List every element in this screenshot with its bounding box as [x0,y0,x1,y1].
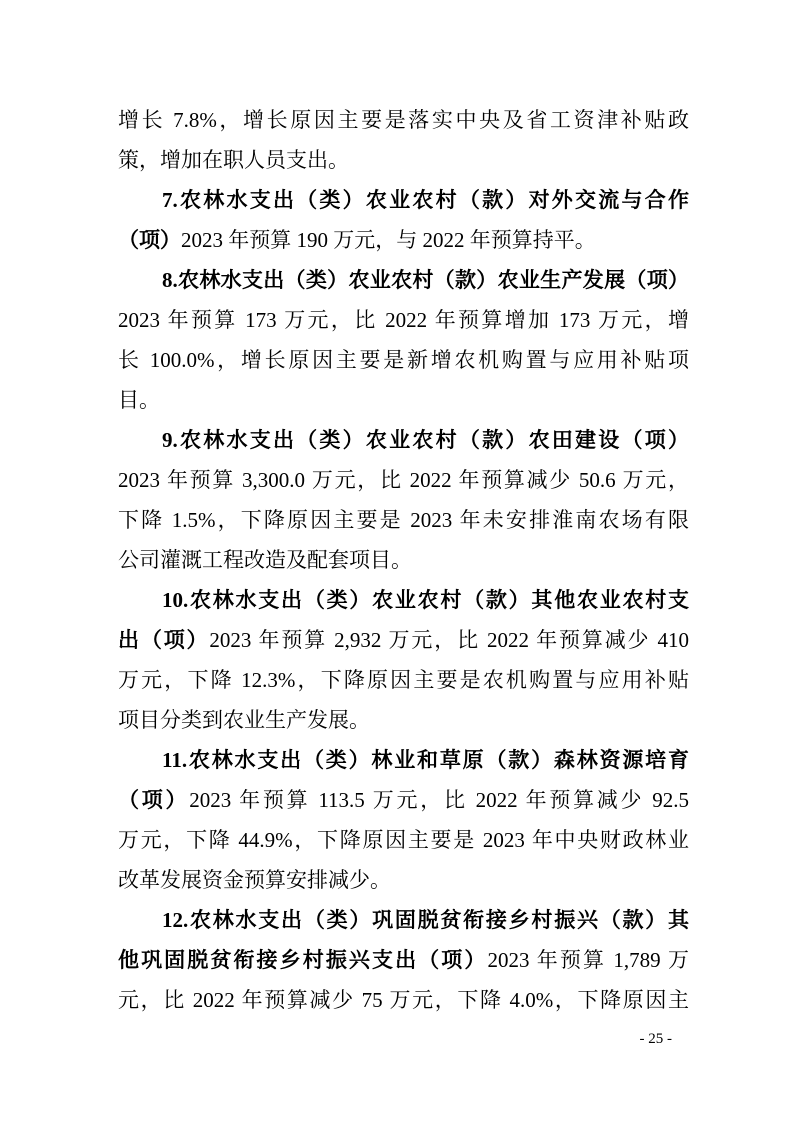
text-line [118,740,689,780]
text-line [118,860,689,900]
text-line [118,780,689,820]
text-segment: 2023 年预算 173 万元，比 2022 年预算增加 173 万元，增 [118,308,689,332]
text-segment: 下降 1.5%，下降原因主要是 2023 年未安排淮南农场有限 [118,508,689,532]
text-segment: 增长 7.8%，增长原因主要是落实中央及省工资津补贴政 [118,108,689,132]
text-segment: 2023 年预算 2,932 万元，比 2022 年预算减少 410 [209,628,689,652]
bold-text-segment: 7.农林水支出（类）农业农村（款）对外交流与合作 [162,188,689,212]
text-line [118,460,689,500]
bold-text-segment: 他巩固脱贫衔接乡村振兴支出（项） [118,948,488,972]
text-line [118,620,689,660]
text-line [118,580,689,620]
text-line [118,260,689,300]
text-segment: 元，比 2022 年预算减少 75 万元，下降 4.0%，下降原因主 [118,988,689,1012]
text-line [118,340,689,380]
text-segment: 万元，下降 12.3%，下降原因主要是农机购置与应用补贴 [118,668,689,692]
text-segment: 2023 年预算 3,300.0 万元，比 2022 年预算减少 50.6 万元， [118,468,689,492]
text-line [118,380,689,420]
document-body [118,100,689,1020]
text-line [118,820,689,860]
text-line [118,980,689,1020]
text-segment: 项目分类到农业生产发展。 [118,708,370,732]
text-segment: 改革发展资金预算安排减少。 [118,868,391,892]
bold-text-segment: 9.农林水支出（类）农业农村（款）农田建设（项） [162,428,689,452]
bold-text-segment: 12.农林水支出（类）巩固脱贫衔接乡村振兴（款）其 [162,908,689,932]
text-line [118,700,689,740]
text-segment: 长 100.0%，增长原因主要是新增农机购置与应用补贴项 [118,348,689,372]
text-segment: 2023 年预算 190 万元，与 2022 年预算持平。 [181,228,596,252]
bold-text-segment: 出（项） [118,628,210,652]
text-segment: 目。 [118,388,160,412]
bold-text-segment: （项） [118,228,181,252]
text-segment: 策，增加在职人员支出。 [118,148,349,172]
text-segment: 万元，下降 44.9%，下降原因主要是 2023 年中央财政林业 [118,828,689,852]
bold-text-segment: 10.农林水支出（类）农业农村（款）其他农业农村支 [162,588,689,612]
bold-text-segment: （项） [118,788,190,812]
text-line [118,300,689,340]
text-line [118,420,689,460]
text-line [118,100,689,140]
bold-text-segment: 11.农林水支出（类）林业和草原（款）森林资源培育 [162,748,689,772]
text-line [118,180,689,220]
text-line [118,660,689,700]
page-number: - 25 - [639,1031,672,1047]
bold-text-segment: 8.农林水支出（类）农业农村（款）农业生产发展（项） [162,268,689,292]
text-line [118,900,689,940]
text-line [118,940,689,980]
text-line [118,500,689,540]
text-segment: 公司灌溉工程改造及配套项目。 [118,548,412,572]
text-line [118,140,689,180]
text-segment: 2023 年预算 1,789 万 [487,948,689,972]
text-line [118,220,689,260]
text-segment: 2023 年预算 113.5 万元，比 2022 年预算减少 92.5 [189,788,689,812]
text-line [118,540,689,580]
